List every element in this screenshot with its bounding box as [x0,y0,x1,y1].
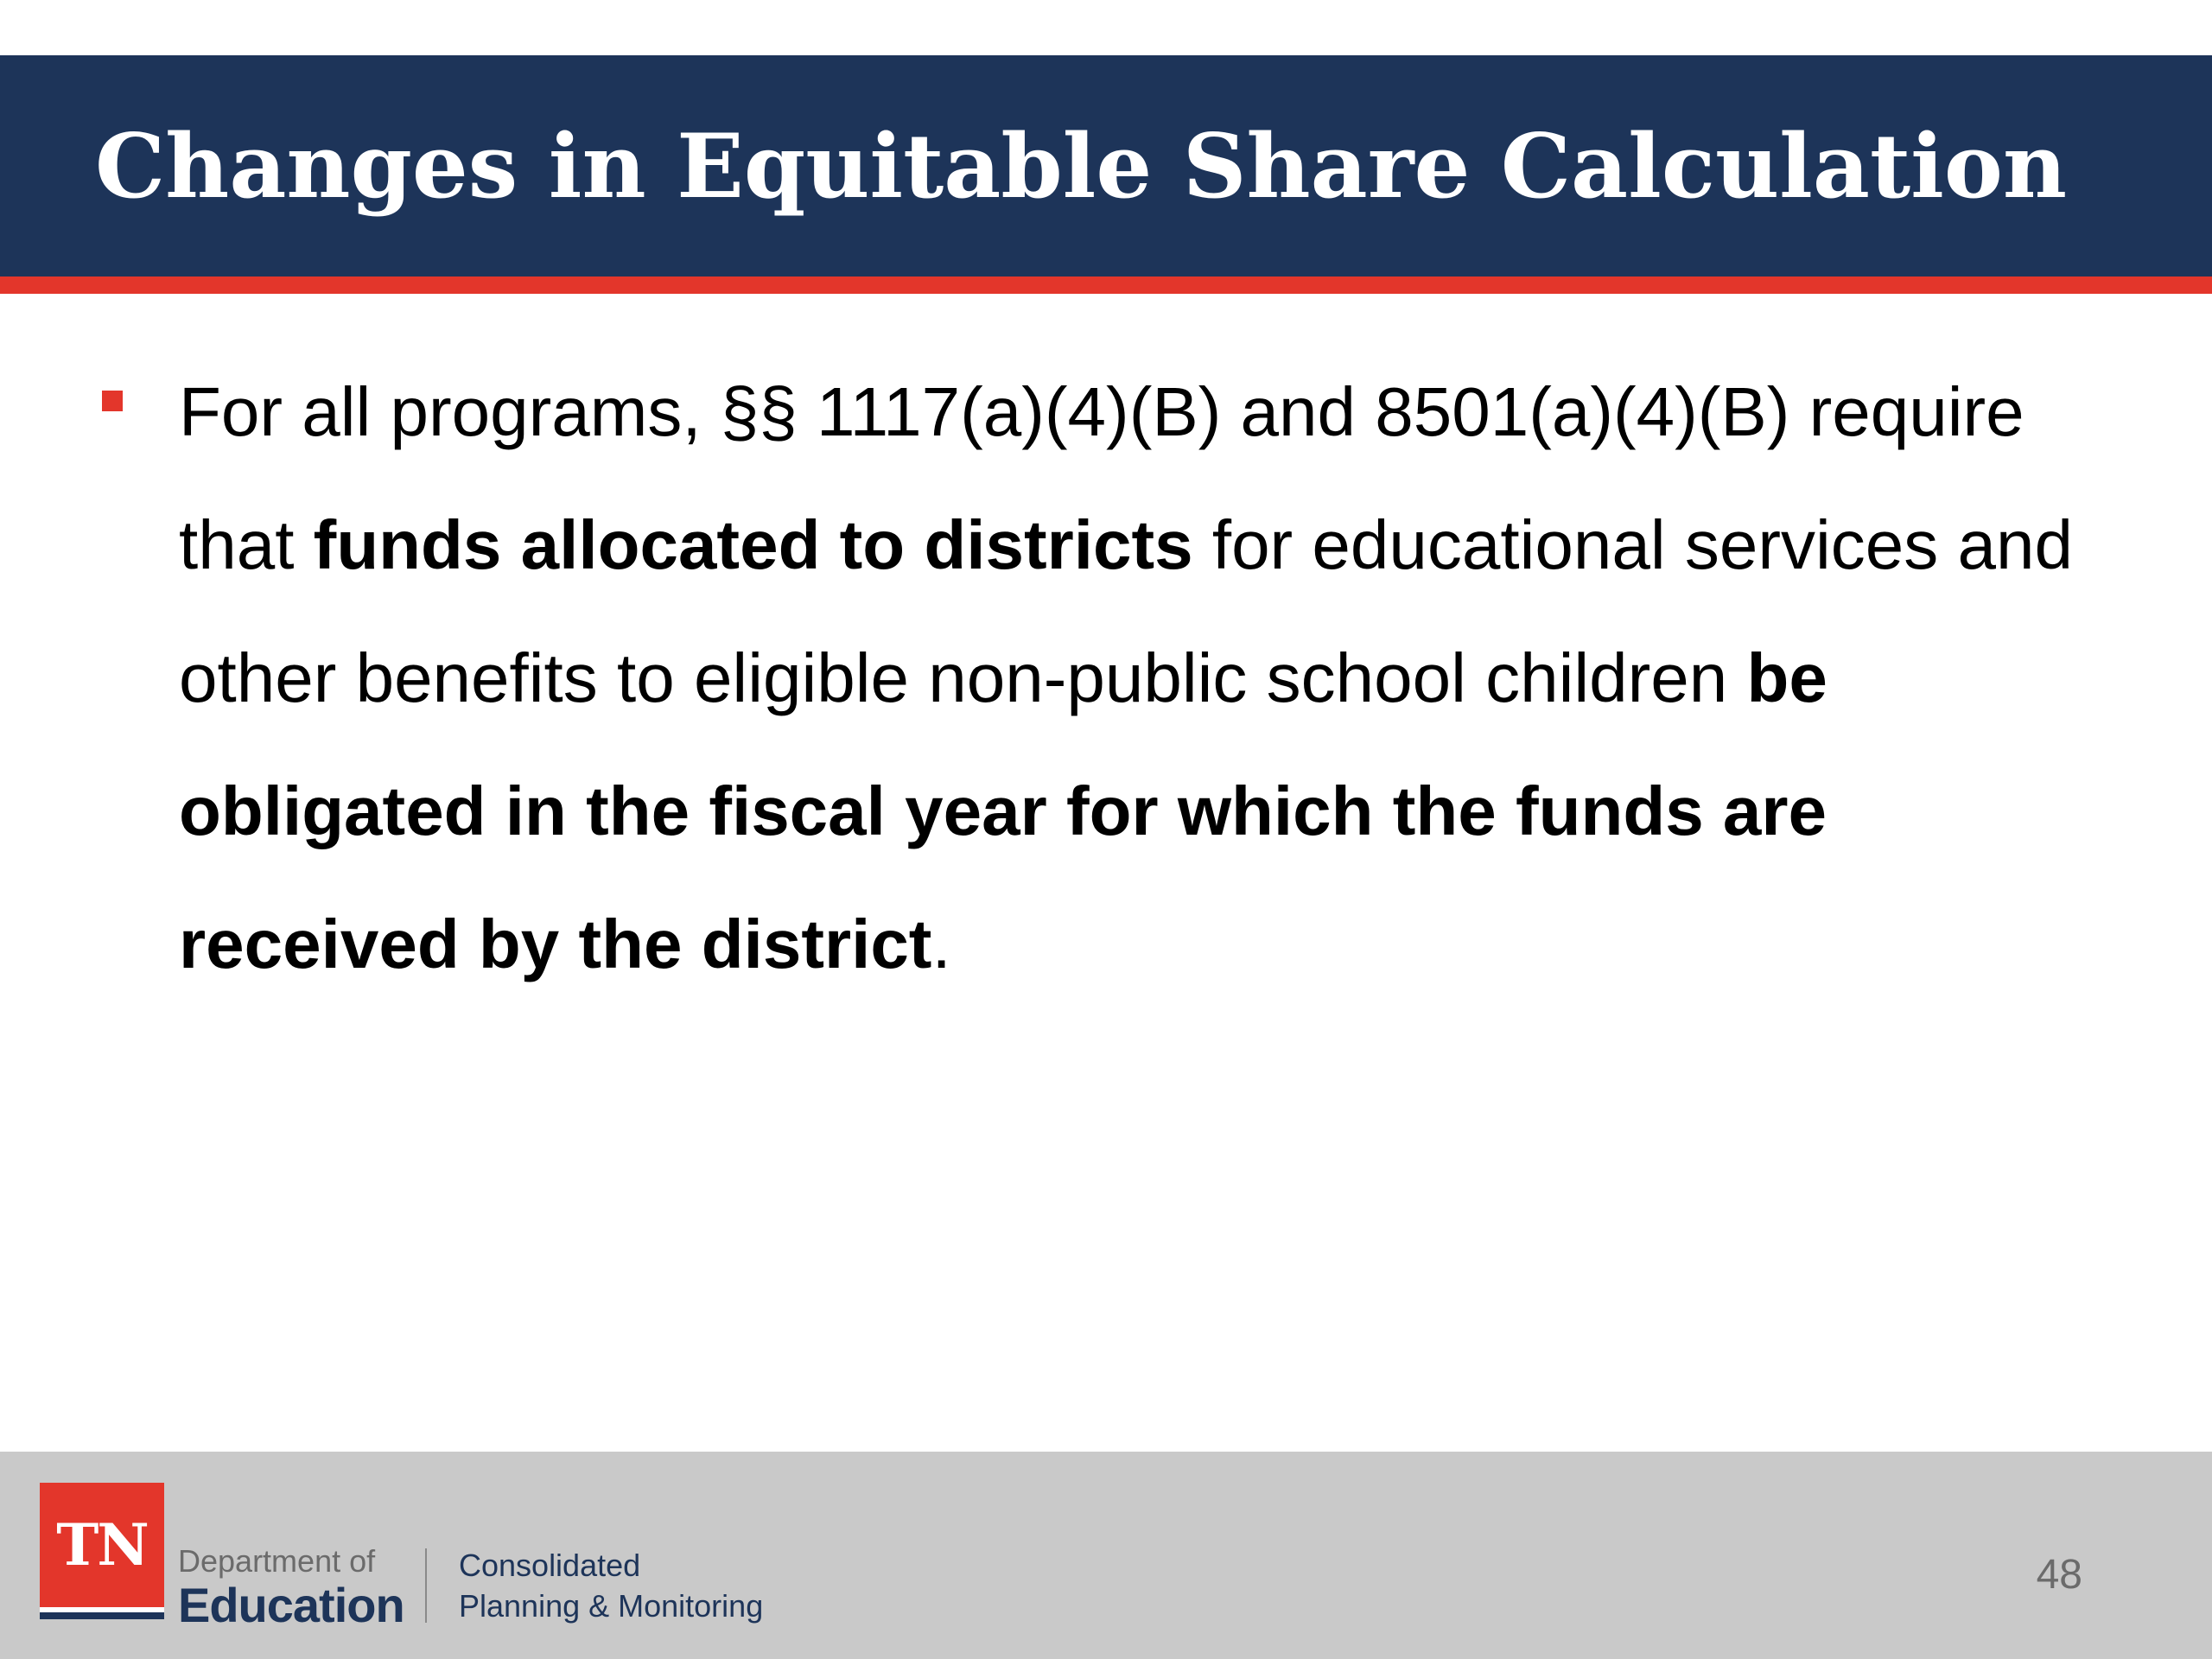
bullet-bold-phrase: funds allocated to districts [313,506,1193,583]
title-accent-rule [0,276,2212,294]
page-number: 48 [2036,1552,2082,1598]
program-name-line2: Planning & Monitoring [459,1588,764,1624]
education-label: Education [178,1578,404,1632]
bullet-text-segment: . [931,906,951,982]
department-label: Department of [178,1543,376,1579]
tn-logo-mark: TN [40,1483,164,1607]
bullet-text-segment: for educational services and other benefits to eligible non-public school children [179,506,2073,716]
footer-divider [425,1548,427,1623]
tn-logo-stripe [40,1612,164,1619]
program-name-line1: Consolidated [459,1548,641,1583]
bullet-marker [102,391,123,411]
slide-title: Changes in Equitable Share Calculation [95,115,2068,219]
bullet-bold-phrase: be obligated in the fiscal year for which the funds are received by the district [179,639,1827,982]
tn-logo [40,1483,164,1621]
bullet-text [179,346,2114,1011]
bullet-text-segment: For all programs, §§ 1117(a)(4)(B) and 8501(a)(4)(B) require that [179,373,2024,583]
